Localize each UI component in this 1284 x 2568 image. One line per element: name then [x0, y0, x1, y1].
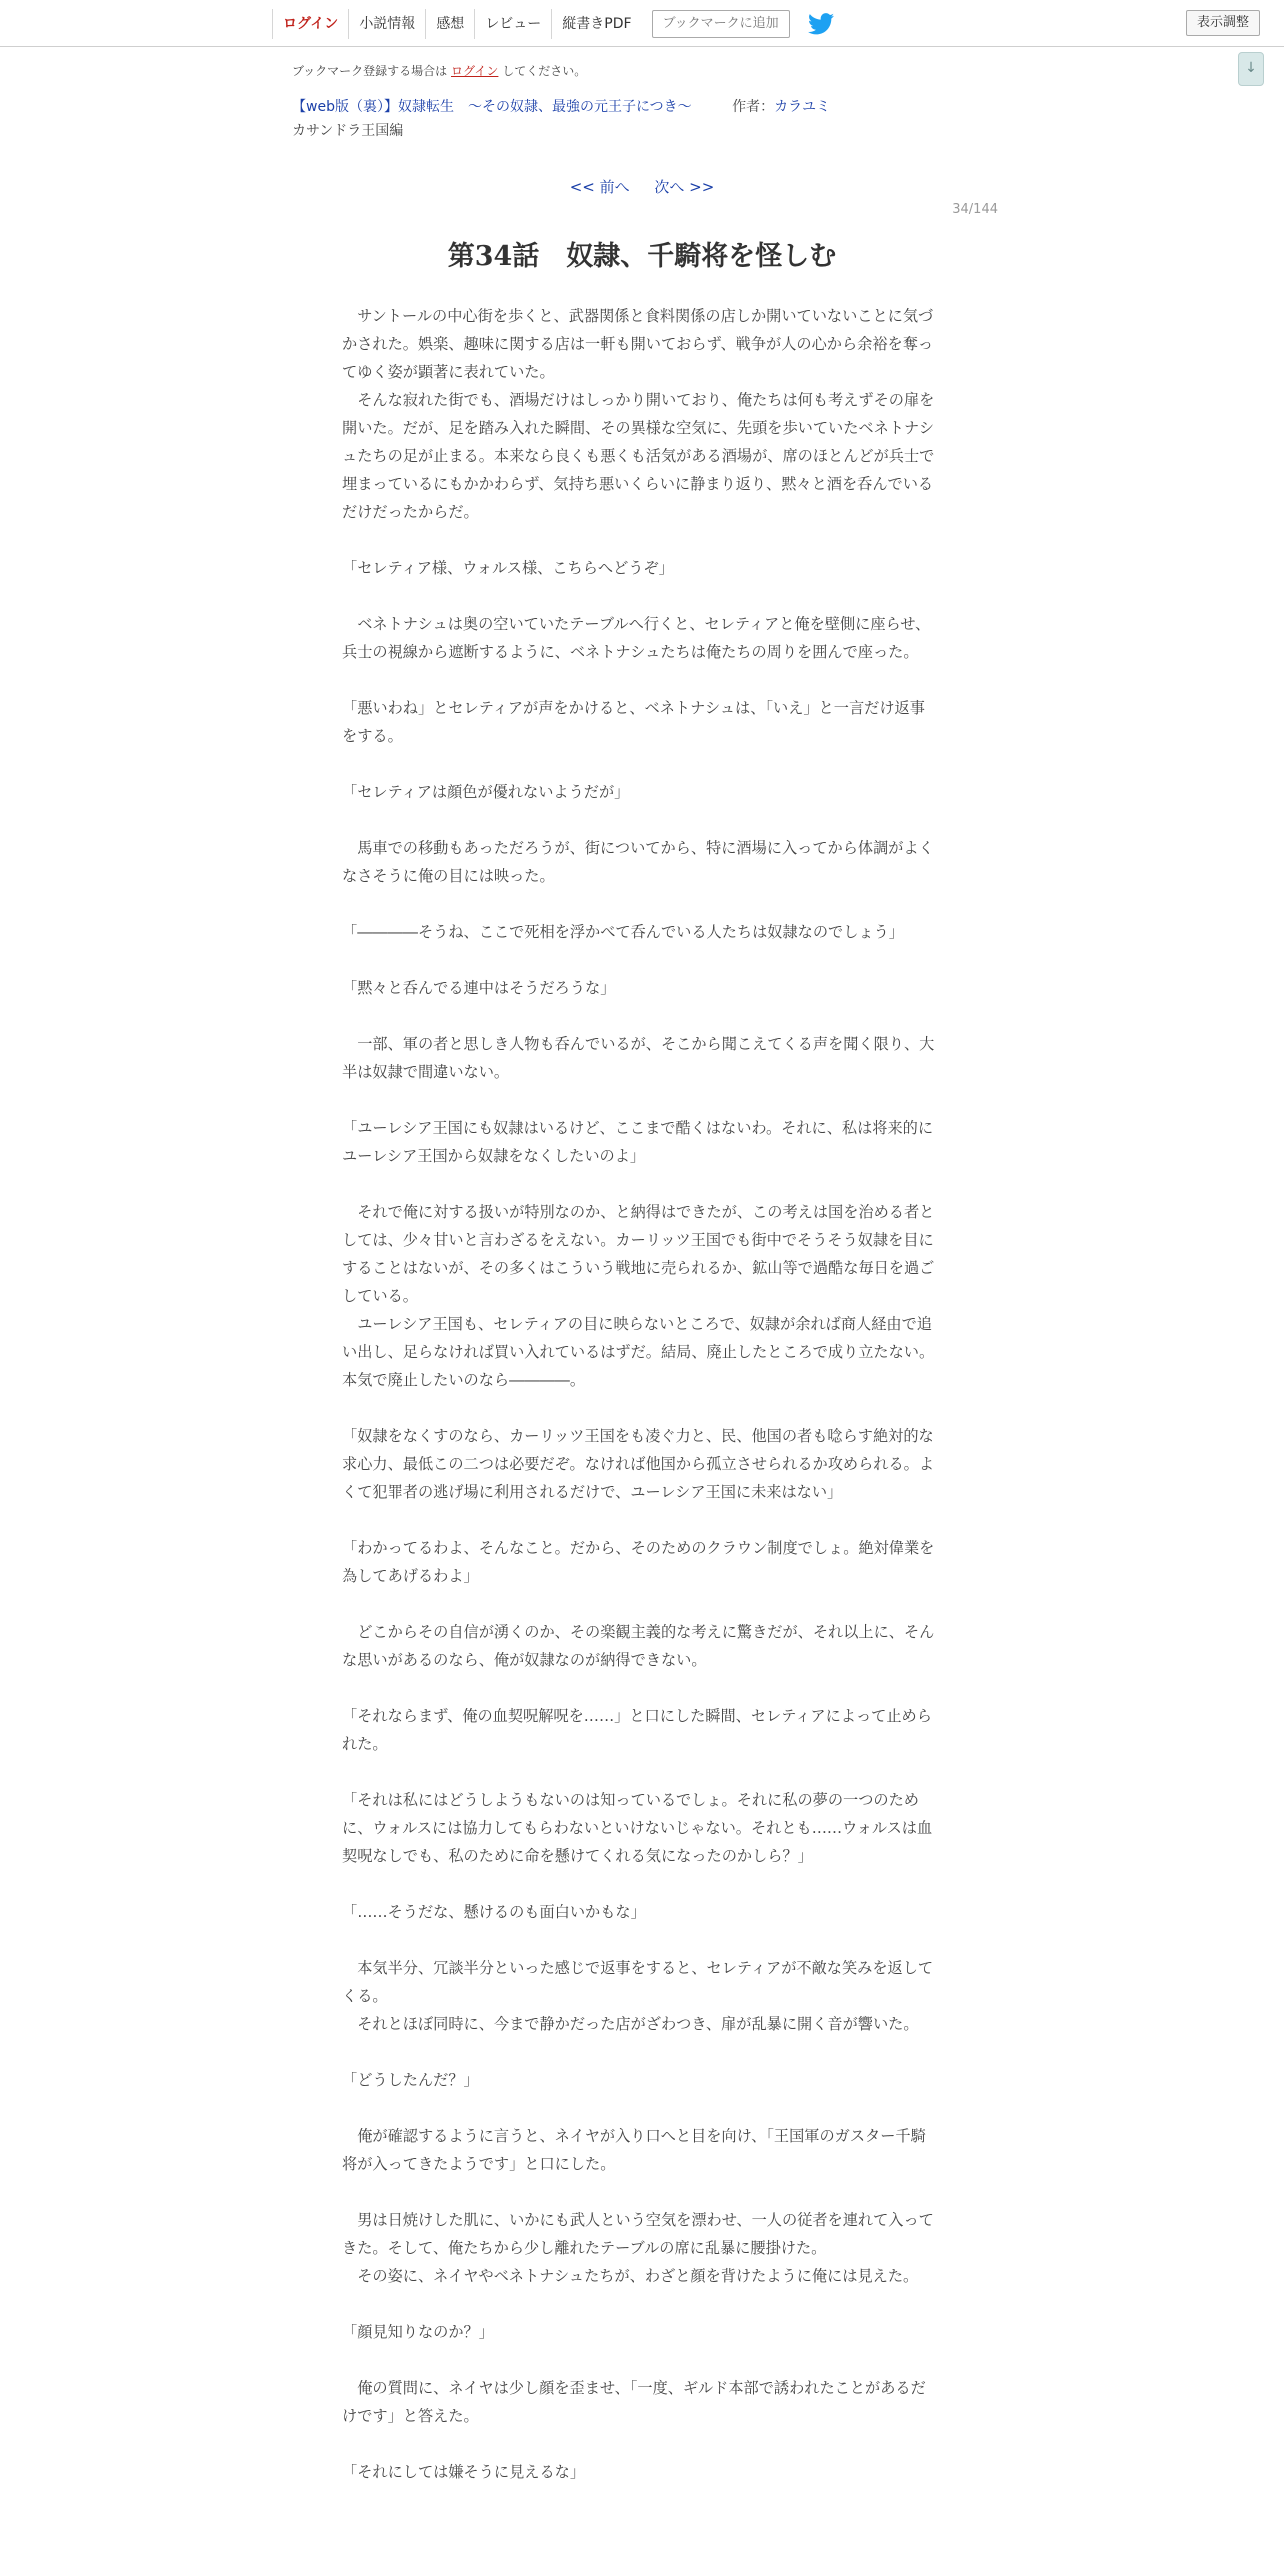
body-paragraph: それで俺に対する扱いが特別なのか、と納得はできたが、この考えは国を治める者としては、少々甘いと言わざるをえない。カーリッツ王国でも街中でそうそう奴隷を目にすることはないが、その多くはこういう戦地に売られるか、鉱山等で過酷な毎日を過ごしている。 [342, 1203, 935, 1305]
novel-info [292, 96, 830, 116]
blank-line [342, 806, 936, 834]
blank-line [342, 1170, 936, 1198]
scroll-down-button[interactable]: ↓ [1238, 52, 1264, 86]
next-link[interactable]: 次へ >> [654, 178, 715, 196]
display-settings-button[interactable]: 表示調整 [1186, 10, 1260, 36]
body-paragraph: 「……そうだな、懸けるのも面白いかもな」 [342, 1903, 646, 1921]
login-note-link[interactable]: ログイン [451, 64, 499, 78]
blank-line [342, 890, 936, 918]
main-nav [272, 8, 834, 40]
body-paragraph: ユーレシア王国も、セレティアの目に映らないところで、奴隷が余れば商人経由で追い出し、足らなければ買い入れているはずだ。結局、廃止したところで成り立たない。本気で廃止したいのなら――――。 [342, 1315, 935, 1389]
body-paragraph: 「それにしては嫌そうに見えるな」 [342, 2463, 585, 2481]
blank-line [342, 2290, 936, 2318]
nav-impressions[interactable]: 感想 [425, 9, 474, 39]
body-paragraph: そんな寂れた街でも、酒場だけはしっかり開いており、俺たちは何も考えずその扉を開いた。だが、足を踏み入れた瞬間、その異様な空気に、先頭を歩いていたベネトナシュたちの足が止まる。本来なら良くも悪くも活気がある酒場が、席のほとんどが兵士で埋まっているにもかかわらず、気持ち悪いくらいに静まり返り、黙々と酒を呑んでいるだけだったからだ。 [342, 391, 935, 521]
blank-line [342, 1086, 936, 1114]
body-paragraph: 「奴隷をなくすのなら、カーリッツ王国をも凌ぐ力と、民、他国の者も唸らす絶対的な求心力、最低この二つは必要だぞ。なければ他国から孤立させられるか攻められる。よくて犯罪者の逃げ場に利用されるだけで、ユーレシア王国に未来はない」 [342, 1427, 935, 1501]
login-note-text: ブックマーク登録する場合は [292, 64, 448, 78]
novel-title-link[interactable]: 【web版（裏）】奴隷転生 ～その奴隷、最強の元王子につき～ [292, 99, 692, 115]
blank-line [342, 582, 936, 610]
body-paragraph: 「わかってるわよ、そんなこと。だから、そのためのクラウン制度でしょ。絶対偉業を為してあげるわよ」 [342, 1539, 935, 1585]
blank-line [342, 2094, 936, 2122]
add-bookmark-button[interactable]: ブックマークに追加 [652, 10, 790, 38]
prev-link[interactable]: << 前へ [569, 178, 630, 196]
author-label: 作者： [732, 99, 775, 115]
nav-vertical-pdf[interactable]: 縦書きPDF [551, 9, 641, 39]
blank-line [342, 1674, 936, 1702]
blank-line [342, 1758, 936, 1786]
novel-body [342, 302, 936, 2486]
body-paragraph: その姿に、ネイヤやベネトナシュたちが、わざと顔を背けたように俺には見えた。 [342, 2267, 919, 2285]
body-paragraph: 「どうしたんだ？」 [342, 2071, 479, 2089]
body-paragraph: 「セレティア様、ウォルス様、こちらへどうぞ」 [342, 559, 674, 577]
blank-line [342, 2178, 936, 2206]
body-paragraph: それとほぼ同時に、今まで静かだった店がざわつき、扉が乱暴に開く音が響いた。 [342, 2015, 919, 2033]
pager [0, 176, 1284, 197]
body-paragraph: どこからその自信が湧くのか、その楽観主義的な考えに驚きだが、それ以上に、そんな思いがあるのなら、俺が奴隷なのが納得できない。 [342, 1623, 935, 1669]
blank-line [342, 2038, 936, 2066]
author-link[interactable]: カラユミ [774, 99, 831, 115]
blank-line [342, 946, 936, 974]
body-paragraph: 男は日焼けした肌に、いかにも武人という空気を漂わせ、一人の従者を連れて入ってきた。そして、俺たちから少し離れたテーブルの席に乱暴に腰掛けた。 [342, 2211, 934, 2257]
body-paragraph: 「――――そうね、ここで死相を浮かべて呑んでいる人たちは奴隷なのでしょう」 [342, 923, 904, 941]
chapter-title: 第34話 奴隷、千騎将を怪しむ [447, 241, 837, 272]
body-paragraph: 俺の質問に、ネイヤは少し顔を歪ませ、「一度、ギルド本部で誘われたことがあるだけです」と答えた。 [342, 2379, 926, 2425]
body-paragraph: 「悪いわね」とセレティアが声をかけると、ベネトナシュは、「いえ」と一言だけ返事をする。 [342, 699, 925, 745]
body-paragraph: 「顔見知りなのか？」 [342, 2323, 494, 2341]
login-note-suffix: してください。 [502, 64, 587, 78]
blank-line [342, 1506, 936, 1534]
top-bar [0, 0, 1284, 47]
blank-line [342, 1926, 936, 1954]
nav-novel-info[interactable]: 小説情報 [348, 9, 425, 39]
blank-line [342, 2430, 936, 2458]
body-paragraph: 「それならまず、俺の血契呪解呪を……」と口にした瞬間、セレティアによって止められた。 [342, 1707, 932, 1753]
body-paragraph: 「それは私にはどうしようもないのは知っているでしょ。それに私の夢の一つのために、ウォルスには協力してもらわないといけないじゃない。それとも……ウォルスは血契呪なしでも、私のために命を懸けてくれる気になったのかしら？」 [342, 1791, 933, 1865]
login-note [292, 62, 586, 79]
blank-line [342, 1590, 936, 1618]
body-paragraph: 「ユーレシア王国にも奴隷はいるけど、ここまで酷くはないわ。それに、私は将来的にユーレシア王国から奴隷をなくしたいのよ」 [342, 1119, 934, 1165]
blank-line [342, 750, 936, 778]
body-paragraph: サントールの中心街を歩くと、武器関係と食料関係の店しか開いていないことに気づかされた。娯楽、趣味に関する店は一軒も開いておらず、戦争が人の心から余裕を奪ってゆく姿が顕著に表れていた。 [342, 307, 934, 381]
body-paragraph: 本気半分、冗談半分といった感じで返事をすると、セレティアが不敵な笑みを返してくる。 [342, 1959, 934, 2005]
nav-review[interactable]: レビュー [474, 9, 551, 39]
nav-login[interactable]: ログイン [272, 9, 348, 39]
body-paragraph: ベネトナシュは奥の空いていたテーブルへ行くと、セレティアと俺を壁側に座らせ、兵士の視線から遮断するように、ベネトナシュたちは俺たちの周りを囲んで座った。 [342, 615, 931, 661]
blank-line [342, 526, 936, 554]
twitter-icon[interactable] [808, 13, 834, 35]
blank-line [342, 1394, 936, 1422]
body-paragraph: 俺が確認するように言うと、ネイヤが入り口へと目を向け、「王国軍のガスター千騎将が入ってきたようです」と口にした。 [342, 2127, 926, 2173]
body-paragraph: 馬車での移動もあっただろうが、街についてから、特に酒場に入ってから体調がよくなさそうに俺の目には映った。 [342, 839, 934, 885]
blank-line [342, 1002, 936, 1030]
blank-line [342, 666, 936, 694]
body-paragraph: 「黙々と呑んでる連中はそうだろうな」 [342, 979, 616, 997]
page-count: 34/144 [952, 202, 998, 217]
chapter-group: カサンドラ王国編 [292, 123, 404, 139]
blank-line [342, 2346, 936, 2374]
blank-line [342, 1870, 936, 1898]
body-paragraph: 「セレティアは顔色が優れないようだが」 [342, 783, 630, 801]
body-paragraph: 一部、軍の者と思しき人物も呑んでいるが、そこから聞こえてくる声を聞く限り、大半は奴隷で間違いない。 [342, 1035, 935, 1081]
